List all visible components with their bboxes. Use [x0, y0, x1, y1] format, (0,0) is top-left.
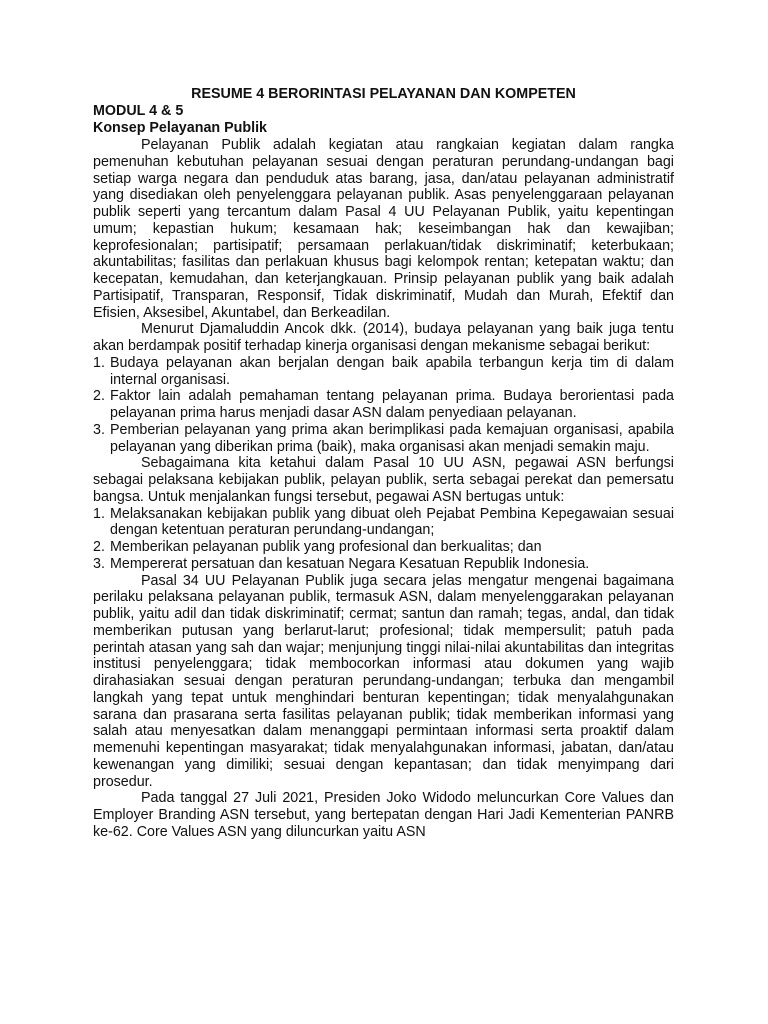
- list-item: [93, 539, 674, 556]
- paragraph-core-values: Pada tanggal 27 Juli 2021, Presiden Joko Widodo meluncurkan Core Values dan Employer Branding ASN tersebut, yang bertepatan dengan Hari Jadi Kementerian PANRB ke-62. Core Values ASN yang diluncurkan yaitu ASN: [93, 790, 674, 840]
- document-title: RESUME 4 BERORINTASI PELAYANAN DAN KOMPETEN: [191, 86, 576, 102]
- duties-list: [93, 506, 674, 573]
- list-item: [93, 422, 674, 456]
- module-heading: MODUL 4 & 5: [93, 103, 184, 119]
- list-item-text: Pemberian pelayanan yang prima akan berimplikasi pada kemajuan organisasi, apabila pelayanan yang diberikan prima (baik), maka organisasi akan menjadi semakin maju.: [110, 421, 674, 455]
- paragraph-pasal-34: Pasal 34 UU Pelayanan Publik juga secara jelas mengatur mengenai bagaimana perilaku pelaksana pelayanan publik, termasuk ASN, dalam menyelenggarakan pelayanan publik, yaitu adil dan tidak diskriminatif; cermat; santun dan ramah; tegas, andal, dan tidak memberikan putusan yang berlarut-larut; profesional; tidak mempersulit; patuh pada perintah atasan yang sah dan wajar; menjunjung tinggi nilai-nilai akuntabilitas dan integritas institusi penyelenggara; tidak membocorkan informasi atau dokumen yang wajib dirahasiakan sesuai dengan peraturan perundang-undangan; terbuka dan mengambil langkah yang tepat untuk menghindari benturan kepentingan; tidak menyalahgunakan sarana dan prasarana serta fasilitas pelayanan publik; tidak memberikan informasi yang salah atau menyesatkan dalam menanggapi permintaan informasi serta proaktif dalam memenuhi kepentingan masyarakat; tidak menyalahgunakan informasi, jabatan, dan/atau kewenangan yang dimiliki; sesuai dengan kepantasan; dan tidak menyimpang dari prosedur.: [93, 572, 674, 790]
- paragraph-definition: Pelayanan Publik adalah kegiatan atau rangkaian kegiatan dalam rangka pemenuhan kebutuhan pelayanan sesuai dengan peraturan perundang-undangan bagi setiap warga negara dan penduduk atas barang, jasa, dan/atau pelayanan administratif yang disediakan oleh penyelenggara pelayanan publik. Asas penyelenggaraan pelayanan publik seperti yang tercantum dalam Pasal 4 UU Pelayanan Publik, yaitu kepentingan umum; kepastian hukum; kesamaan hak; keseimbangan hak dan kewajiban; keprofesionalan; partisipatif; persamaan perlakuan/tidak diskriminatif; keterbukaan; akuntabilitas; fasilitas dan perlakuan khusus bagi kelompok rentan; ketepatan waktu; dan kecepatan, kemudahan, dan keterjangkauan. Prinsip pelayanan publik yang baik adalah Partisipatif, Transparan, Responsif, Tidak diskriminatif, Mudah dan Murah, Efektif dan Efisien, Aksesibel, Akuntabel, dan Berkeadilan.: [93, 137, 674, 321]
- section-heading: Konsep Pelayanan Publik: [93, 120, 267, 136]
- list-item: [93, 388, 674, 422]
- list-item-text: Mempererat persatuan dan kesatuan Negara Kesatuan Republik Indonesia.: [110, 555, 590, 572]
- list-item-number: 2.: [93, 539, 105, 555]
- list-item-number: 1.: [93, 354, 105, 371]
- list-item: [93, 355, 674, 389]
- paragraph-pasal-10: Sebagaimana kita ketahui dalam Pasal 10 UU ASN, pegawai ASN berfungsi sebagai pelaksana kebijakan publik, pelayan publik, serta sebagai perekat dan pemersatu bangsa. Untuk menjalankan fungsi tersebut, pegawai ASN bertugas untuk:: [93, 455, 674, 505]
- paragraph-djamaluddin: Menurut Djamaluddin Ancok dkk. (2014), budaya pelayanan yang baik juga tentu akan berdampak positif terhadap kinerja organisasi dengan mekanisme sebagai berikut:: [93, 321, 674, 354]
- list-item: [93, 506, 674, 540]
- list-item-number: 3.: [93, 555, 105, 572]
- list-item-number: 2.: [93, 388, 105, 405]
- list-item: [93, 556, 674, 573]
- list-item-text: Faktor lain adalah pemahaman tentang pelayanan prima. Budaya berorientasi pada pelayanan prima harus menjadi dasar ASN dalam penyediaan pelayanan.: [110, 388, 674, 421]
- list-item-text: Melaksanakan kebijakan publik yang dibuat oleh Pejabat Pembina Kepegawaian sesuai dengan ketentuan peraturan perundang-undangan;: [110, 505, 674, 539]
- list-item-number: 1.: [93, 505, 105, 522]
- list-item-text: Budaya pelayanan akan berjalan dengan baik apabila terbangun kerja tim di dalam internal organisasi.: [110, 354, 674, 388]
- list-item-text: Memberikan pelayanan publik yang profesional dan berkualitas; dan: [110, 539, 542, 555]
- list-item-number: 3.: [93, 421, 105, 438]
- culture-list: [93, 355, 674, 456]
